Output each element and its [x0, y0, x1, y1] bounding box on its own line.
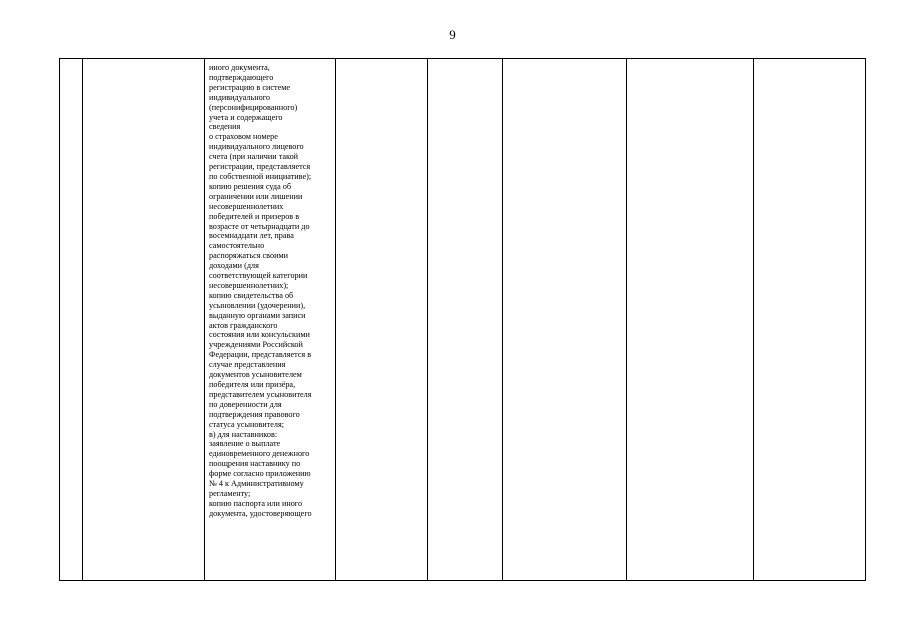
- table-cell-col8: [754, 59, 866, 581]
- document-text-line: учета и содержащего: [209, 112, 283, 122]
- document-text-line: подтверждающего: [209, 72, 274, 82]
- document-text-line: несовершеннолетних);: [209, 280, 289, 290]
- table-cell-documents: [205, 59, 336, 581]
- document-text-line: победителя или призёра,: [209, 380, 296, 389]
- document-text-line: индивидуального лицевого: [209, 142, 304, 152]
- document-text-line: в) для наставников:: [209, 429, 278, 439]
- document-text-line: усыновлении (удочерении),: [209, 300, 306, 310]
- document-text-line: № 4 к Административному: [209, 479, 304, 489]
- table-row: [60, 59, 866, 581]
- document-text-line: заявление о выплате: [209, 439, 281, 449]
- document-text-line: актов гражданского: [209, 320, 278, 330]
- document-text-line: поощрения наставнику по: [209, 459, 301, 469]
- document-text-line: сведения: [209, 122, 241, 132]
- document-text-line: подтверждения правового: [209, 409, 300, 419]
- document-text-line: состояния или консульскими: [209, 330, 310, 340]
- document-text-line: копию свидетельства об: [209, 290, 294, 300]
- document-text-line: индивидуального: [209, 92, 270, 102]
- table-cell-col7: [627, 59, 754, 581]
- document-text-line: копию решения суда об: [209, 181, 292, 191]
- table-cell-col5: [428, 59, 503, 581]
- document-text-line: иного документа,: [209, 63, 270, 72]
- document-text-line: самостоятельно: [209, 241, 265, 251]
- document-table: [59, 58, 866, 581]
- document-text-line: случае представления: [209, 360, 286, 370]
- document-text-line: статуса усыновителя;: [209, 419, 285, 429]
- document-text-line: учреждениями Российской: [209, 340, 303, 350]
- document-text-line: копию паспорта или иного: [209, 498, 303, 508]
- page-number: 9: [449, 27, 456, 42]
- document-text-line: несовершеннолетних: [209, 201, 284, 211]
- document-text-line: восемнадцати лет, права: [209, 231, 294, 241]
- document-text-line: по собственной инициативе);: [209, 171, 312, 181]
- document-text-line: о страховом номере: [209, 132, 278, 142]
- document-text-line: доходами (для: [209, 261, 259, 271]
- documents-list: [209, 63, 333, 519]
- document-text-line: ограничении или лишении: [209, 191, 303, 201]
- document-text-line: счета (при наличии такой: [209, 152, 299, 162]
- document-text-line: победителей и призеров в: [209, 211, 300, 221]
- document-text-line: (персонифицированного): [209, 102, 298, 112]
- document-text-line: соответствующей категории: [209, 271, 308, 281]
- document-text-line: возрасте от четырнадцати до: [209, 221, 310, 231]
- table-cell-col1: [60, 59, 83, 581]
- document-text-line: представителем усыновителя: [209, 389, 312, 399]
- document-text-line: по доверенности для: [209, 399, 282, 409]
- table-cell-col2: [83, 59, 205, 581]
- document-text-line: документов усыновителем: [209, 370, 302, 380]
- document-text-line: регламенту;: [209, 488, 251, 498]
- table-cell-col6: [503, 59, 627, 581]
- document-text-line: выданную органами записи: [209, 310, 306, 320]
- document-text-line: регистрации, представляется: [209, 162, 311, 172]
- table-cell-col4: [336, 59, 428, 581]
- document-text-line: единовременного денежного: [209, 449, 310, 459]
- document-text-line: регистрацию в системе: [209, 82, 291, 92]
- document-text-line: распоряжаться своими: [209, 251, 289, 261]
- document-text-line: Федерации, представляется в: [209, 350, 312, 360]
- document-text-line: форме согласно приложению: [209, 469, 311, 479]
- document-text-line: документа, удостоверяющего: [209, 508, 312, 518]
